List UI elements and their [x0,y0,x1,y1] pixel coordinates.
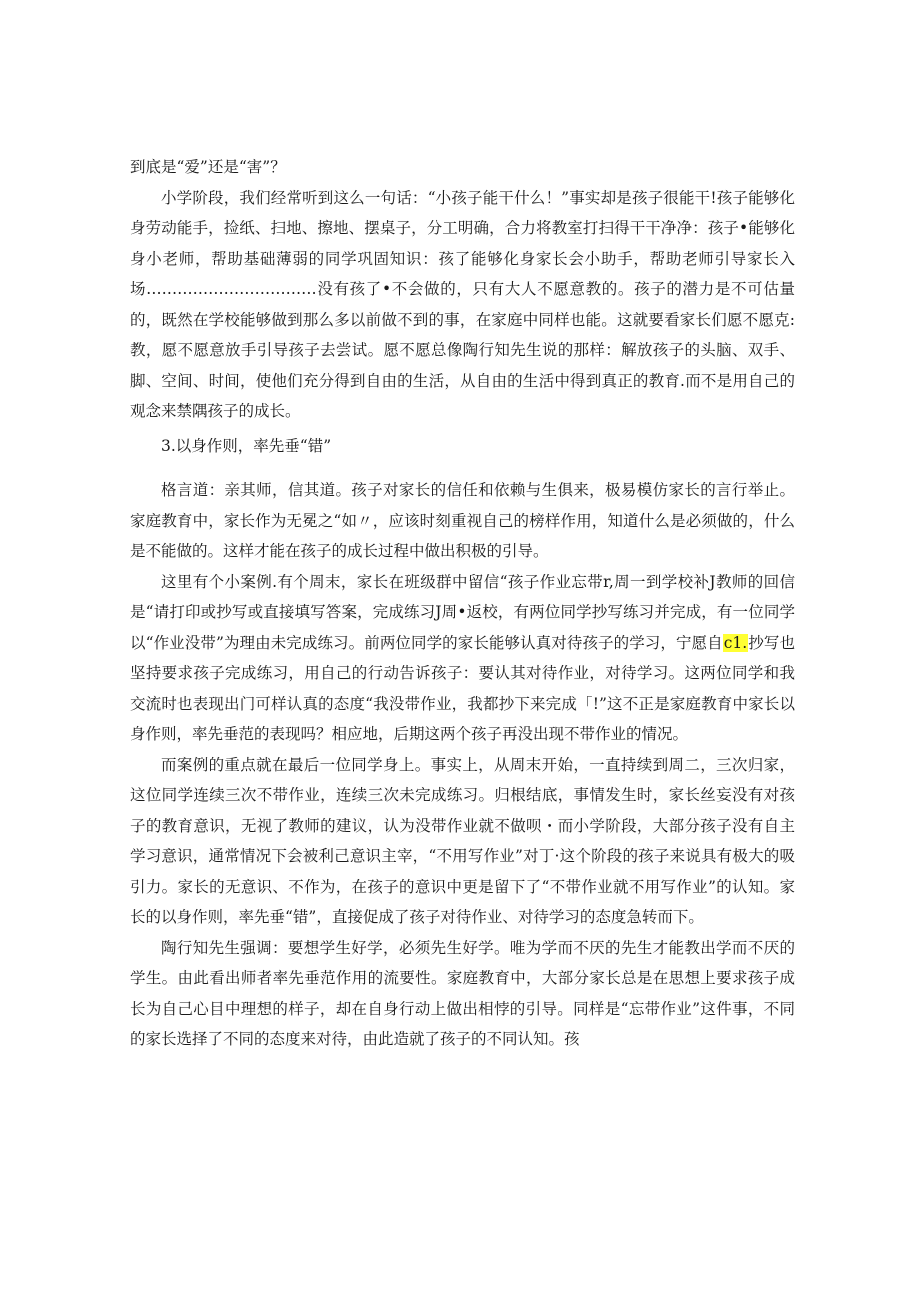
paragraph-question: 到底是“爱”还是“害”？ [130,158,286,176]
case-text-after: 抄写也坚持要求孩子完成练习，用自己的行动告诉孩子：要认其对待作业，对待学习。这两位同学和我交流时也表现出门可样认真的态度“我没带作业，我都抄下来完成「!”这不正是家庭教育中家长以身作则，率先垂范的表现吗？相应地，后期这两个孩子再没出现不带作业的情况。 [130,633,795,743]
paragraph-children-capable: 小学阶段，我们经常听到这么一句话：“小孩子能干什么！”事实却是孩子很能干!孩子能够化身劳动能手，捡纸、扫地、擦地、摆桌子，分工明确，合力将教室打扫得干干净净：孩子•能够化身小老师，帮助基础薄弱的同学巩固知识：孩了能够化身家长会小助手，帮助老师引导家长入场……………………………没有孩了•不会做的，只有大人不愿意教的。孩子的潜力是不可估量的，既然在学校能够做到那么多以前做不到的事，在家庭中同样也能。这就要看家长们愿不愿克:教，愿不愿意放手引导孩子去尝试。愿不愿总像陶行知先生说的那样：解放孩子的头脑、双手、脚、空间、时间，使他们充分得到自由的生活，从自由的生活中得到真正的教育.而不是用自己的观念来禁隅孩子的成长。 [130,188,795,420]
paragraph-case-example [130,567,795,750]
paragraph-tao-xingzhi: 陶行知先生强调：要想学生好学，必须先生好学。唯为学而不厌的先生才能教出学而不厌的学生。由此看出师者率先垂范作用的流要性。家庭教育中，大部分家长总是在思想上要求孩子成长为自己心目中理想的样子，却在自身行动上做出相悖的引导。同样是“忘带作业”这件事，不同的家长选择了不同的态度来对待，由此造就了孩子的不同认知。孩 [130,938,795,1048]
case-text-before: 这里有个小案例.有个周末，家长在班级群中留信“孩子作业忘带r,周一到学校补J教师的回信是“请打印或抄写或直接填写答案，完成练习J周•返校，有两位同学抄写练习并完成，有一位同学以“作业没带”为理由未完成练习。前两位同学的家长能够认真对待孩子的学习，宁愿自 [130,572,795,652]
highlight-mark: c1. [723,633,748,652]
paragraph-proverb: 格言道：亲其师，信其道。孩子对家长的信任和依赖与生俱来，极易模仿家长的言行举止。家庭教育中，家长作为无冕之“如〃，应该时刻重视自己的榜样作用，知道什么是必须做的，什么是不能做的。这样才能在孩子的成长过程中做出积极的引导。 [130,481,795,560]
paragraph-case-focus: 而案例的重点就在最后一位同学身上。事实上，从周末开始，一直持续到周二，三次归家，这位同学连续三次不带作业，连续三次未完成练习。归根结底，事情发生时，家长丝妄没有对孩子的教育意识，无视了教师的建议，认为没带作业就不做呗・而小学阶段，大部分孩子没有自主学习意识，通常情况下会被利己意识主宰，“不用写作业”对丁·这个阶段的孩子来说具有极大的吸引力。家长的无意识、不作为，在孩子的意识中更是留下了“不带作业就不用写作业”的认知。家长的以身作则，率先垂“错”，直接促成了孩子对待作业、对待学习的态度急转而下。 [130,755,795,926]
document-body [130,152,795,1055]
section-heading-3: 3.以身作则，率先垂“错” [161,436,332,455]
